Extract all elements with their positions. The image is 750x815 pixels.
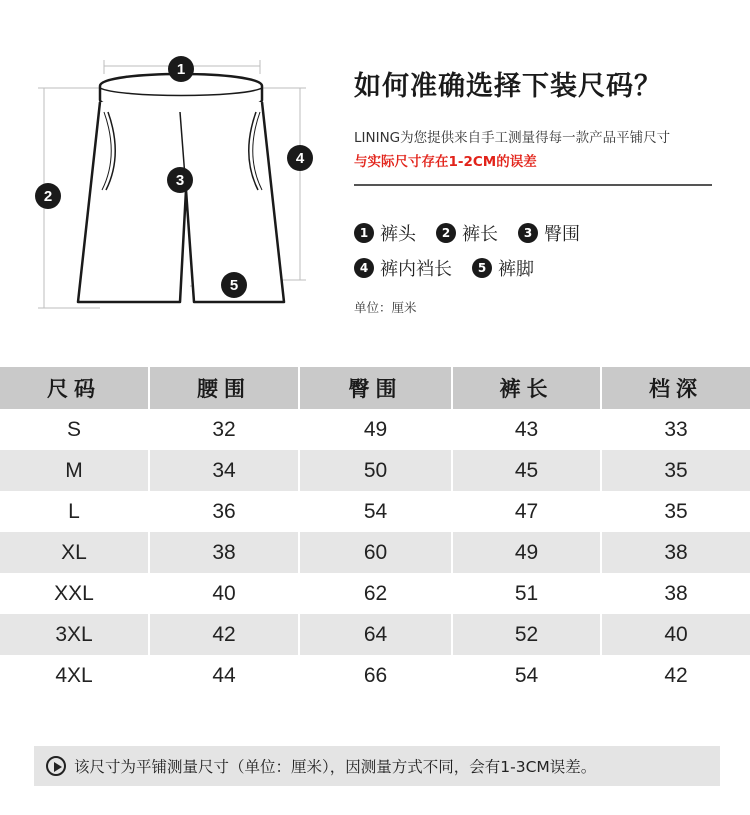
- marker-2-icon: 2: [35, 183, 61, 209]
- cell-size: 4XL: [0, 655, 149, 696]
- table-row: [0, 491, 750, 532]
- cell-size: XXL: [0, 573, 149, 614]
- subtitle-text: LINING为您提供来自手工测量得每一款产品平铺尺寸: [354, 130, 671, 146]
- unit-note: 单位：厘米: [354, 300, 417, 315]
- shorts-diagram: [0, 40, 330, 330]
- cell-length: 49: [452, 532, 601, 573]
- cell-length: 43: [452, 409, 601, 450]
- page-title: 如何准确选择下装尺码？: [354, 71, 662, 102]
- cell-waist: 34: [149, 450, 299, 491]
- cell-rise: 38: [664, 540, 688, 564]
- cell-rise: 42: [664, 663, 688, 687]
- cell-length: 47: [452, 491, 601, 532]
- cell-rise: 35: [664, 458, 688, 482]
- cell-waist: 40: [149, 573, 299, 614]
- table-row: [0, 573, 750, 614]
- header-hip: 臀围: [299, 367, 452, 409]
- cell-size: 3XL: [0, 614, 149, 655]
- table-row: [0, 450, 750, 491]
- cell-waist: 36: [149, 491, 299, 532]
- marker-1-icon: 1: [168, 56, 194, 82]
- cell-length: 52: [452, 614, 601, 655]
- header-waist: 腰围: [149, 367, 299, 409]
- legend-item-length: [436, 220, 498, 246]
- cell-waist: 38: [149, 532, 299, 573]
- cell-size: M: [0, 450, 149, 491]
- cell-hip: 54: [299, 491, 452, 532]
- cell-waist: 42: [149, 614, 299, 655]
- legend-number-2-icon: 2: [436, 223, 456, 243]
- table-header-row: [0, 367, 750, 409]
- cell-waist: 32: [149, 409, 299, 450]
- cell-waist: 44: [149, 655, 299, 696]
- header-rise: 档深: [649, 377, 703, 401]
- divider: [354, 184, 712, 186]
- marker-4-icon: 4: [287, 145, 313, 171]
- legend-item-waistband: [354, 220, 416, 246]
- legend-label: 臀围: [544, 224, 580, 245]
- cell-hip: 62: [299, 573, 452, 614]
- table-row: [0, 409, 750, 450]
- footer-note-text: 该尺寸为平铺测量尺寸（单位：厘米），因测量方式不同，会有1-3CM误差。: [74, 758, 597, 776]
- legend-item-hem: [472, 255, 534, 281]
- cell-hip: 64: [299, 614, 452, 655]
- cell-rise: 40: [664, 622, 688, 646]
- marker-5-icon: 5: [221, 272, 247, 298]
- table-row: [0, 655, 750, 696]
- table-row: [0, 614, 750, 655]
- size-table: [0, 367, 750, 696]
- legend-number-1-icon: 1: [354, 223, 374, 243]
- header-length: 裤长: [452, 367, 601, 409]
- cell-size: XL: [0, 532, 149, 573]
- cell-length: 51: [452, 573, 601, 614]
- cell-hip: 50: [299, 450, 452, 491]
- cell-hip: 60: [299, 532, 452, 573]
- header-size: 尺码: [0, 367, 149, 409]
- legend-label: 裤长: [462, 224, 498, 245]
- legend-number-3-icon: 3: [518, 223, 538, 243]
- cell-length: 45: [452, 450, 601, 491]
- legend-row-1: [354, 220, 600, 246]
- cell-rise: 38: [664, 581, 688, 605]
- cell-size: S: [0, 409, 149, 450]
- cell-rise: 33: [664, 417, 688, 441]
- cell-hip: 49: [299, 409, 452, 450]
- footer-note-bar: [34, 746, 720, 786]
- warning-text: 与实际尺寸存在1-2CM的误差: [354, 154, 537, 170]
- legend-label: 裤内裆长: [380, 259, 452, 280]
- legend-label: 裤头: [380, 224, 416, 245]
- cell-hip: 66: [299, 655, 452, 696]
- cell-length: 54: [452, 655, 601, 696]
- legend-row-2: [354, 255, 554, 281]
- cell-size: L: [0, 491, 149, 532]
- legend-number-5-icon: 5: [472, 258, 492, 278]
- cell-rise: 35: [664, 499, 688, 523]
- legend-label: 裤脚: [498, 259, 534, 280]
- legend-item-hip: [518, 220, 580, 246]
- play-circle-icon: [46, 756, 66, 776]
- table-row: [0, 532, 750, 573]
- legend-number-4-icon: 4: [354, 258, 374, 278]
- marker-3-icon: 3: [167, 167, 193, 193]
- legend-item-inseam: [354, 255, 452, 281]
